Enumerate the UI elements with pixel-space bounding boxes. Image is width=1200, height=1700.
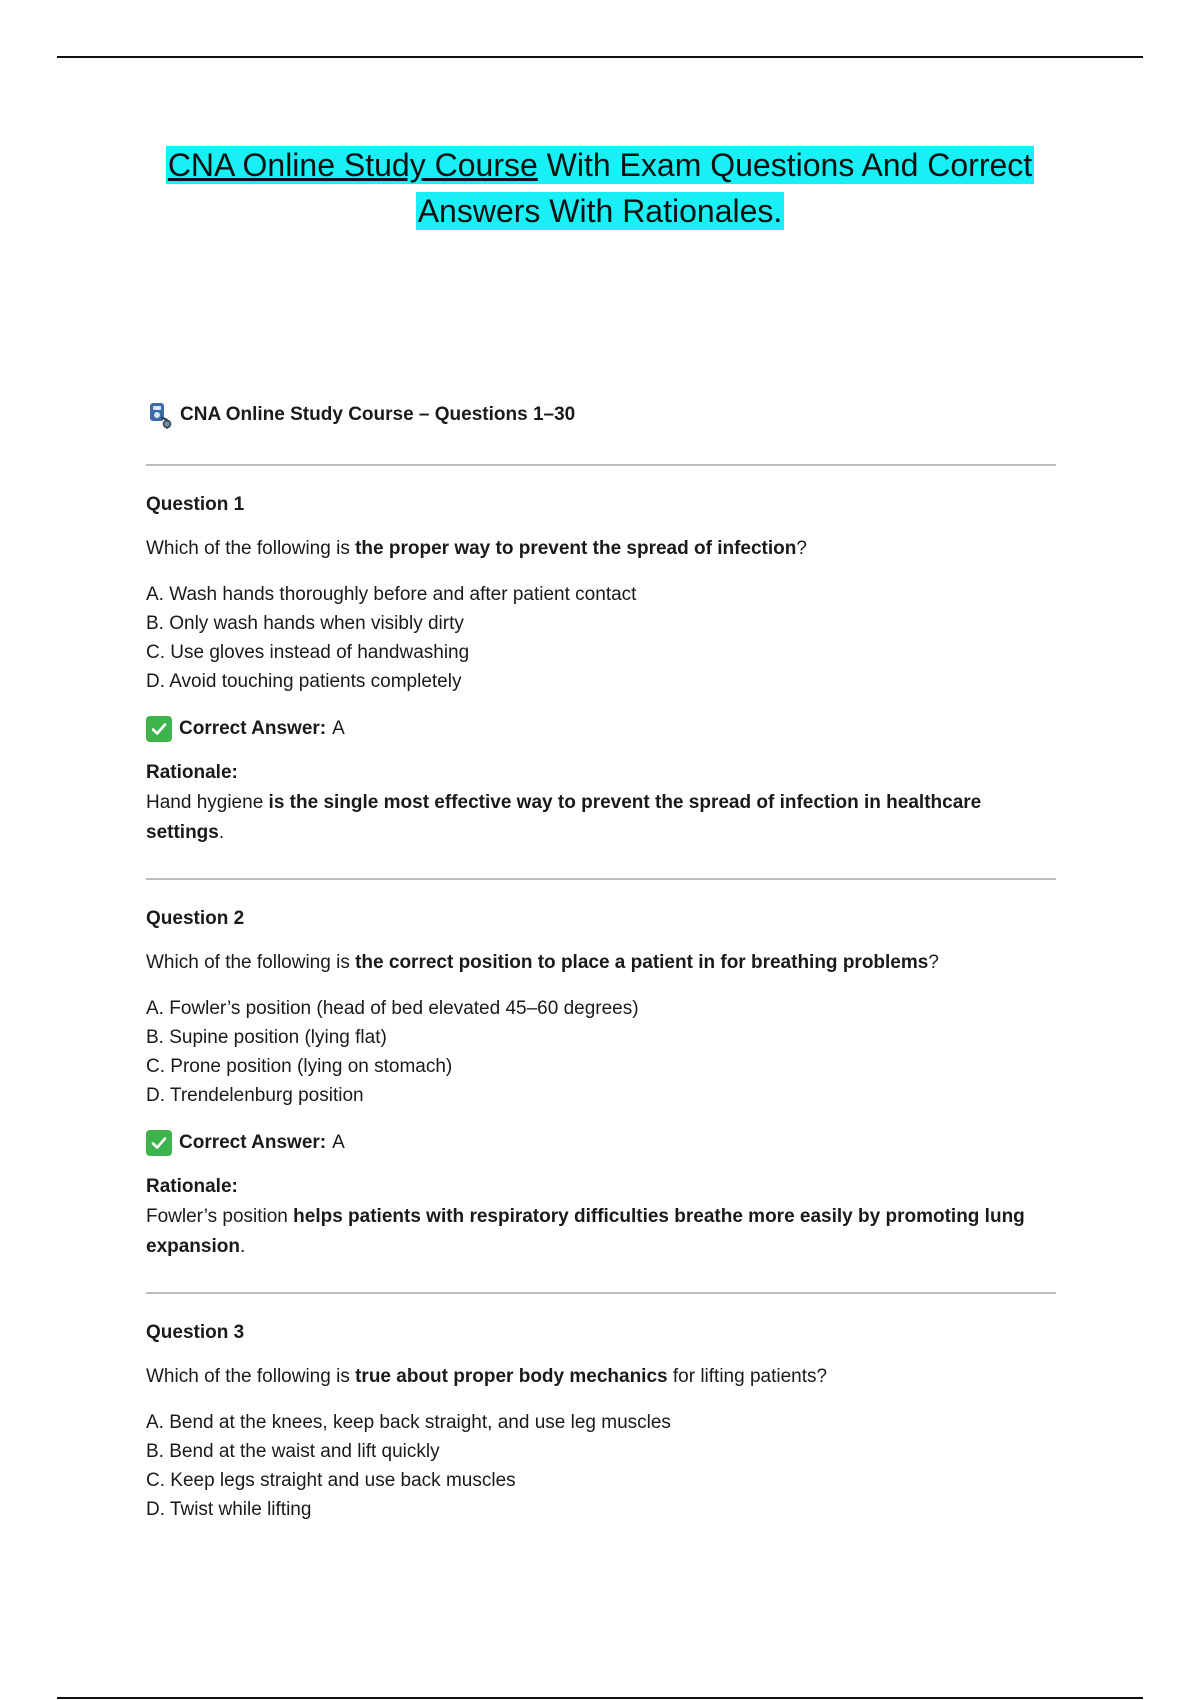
option-b: B. Supine position (lying flat) (146, 1027, 387, 1048)
option-b: B. Bend at the waist and lift quickly (146, 1441, 440, 1462)
question-stem: Which of the following is the proper way to prevent the spread of infection? (146, 538, 807, 559)
correct-answer-value: A (332, 718, 345, 739)
rationale-text: Fowler’s position helps patients with respiratory difficulties breathe more easily by promoting lung expansion. (146, 1206, 1025, 1257)
option-c: C. Keep legs straight and use back muscles (146, 1470, 516, 1491)
question-3 (146, 1294, 1056, 1554)
main-content (146, 398, 1056, 1554)
option-c: C. Prone position (lying on stomach) (146, 1056, 453, 1077)
question-label: Question 1 (146, 494, 245, 515)
title-text-1: With Exam Questions And Correct (537, 147, 1033, 183)
correct-answer-label: Correct Answer: (179, 718, 327, 739)
question-2 (146, 880, 1056, 1292)
option-b: B. Only wash hands when visibly dirty (146, 613, 464, 634)
medical-icon (146, 400, 176, 430)
title-text-2: Answers With Rationales. (417, 193, 783, 229)
title-link[interactable]: CNA Online Study Course (167, 147, 538, 183)
option-a: A. Bend at the knees, keep back straight, and use leg muscles (146, 1412, 671, 1433)
page-top-rule (57, 56, 1143, 58)
option-d: D. Trendelenburg position (146, 1085, 364, 1106)
check-icon (146, 716, 172, 742)
page-bottom-rule (57, 1697, 1143, 1699)
course-heading (146, 398, 1056, 432)
question-label: Question 2 (146, 908, 245, 929)
rationale-label: Rationale: (146, 1176, 238, 1197)
correct-answer (146, 1128, 1056, 1158)
check-icon (146, 1130, 172, 1156)
question-1 (146, 466, 1056, 878)
correct-answer-label: Correct Answer: (179, 1132, 327, 1153)
document-title (100, 142, 1100, 234)
correct-answer (146, 714, 1056, 744)
rationale-label: Rationale: (146, 762, 238, 783)
question-label: Question 3 (146, 1322, 245, 1343)
course-heading-text: CNA Online Study Course – Questions 1–30 (180, 404, 576, 425)
answer-options (146, 994, 1056, 1110)
option-c: C. Use gloves instead of handwashing (146, 642, 470, 663)
correct-answer-value: A (332, 1132, 345, 1153)
answer-options (146, 580, 1056, 696)
option-d: D. Avoid touching patients completely (146, 671, 462, 692)
question-stem: Which of the following is the correct position to place a patient in for breathing problems? (146, 952, 939, 973)
option-d: D. Twist while lifting (146, 1499, 312, 1520)
answer-options (146, 1408, 1056, 1524)
option-a: A. Fowler’s position (head of bed elevated 45–60 degrees) (146, 998, 639, 1019)
question-stem: Which of the following is true about proper body mechanics for lifting patients? (146, 1366, 828, 1387)
option-a: A. Wash hands thoroughly before and after patient contact (146, 584, 637, 605)
rationale-text: Hand hygiene is the single most effective way to prevent the spread of infection in healthcare settings. (146, 792, 982, 843)
